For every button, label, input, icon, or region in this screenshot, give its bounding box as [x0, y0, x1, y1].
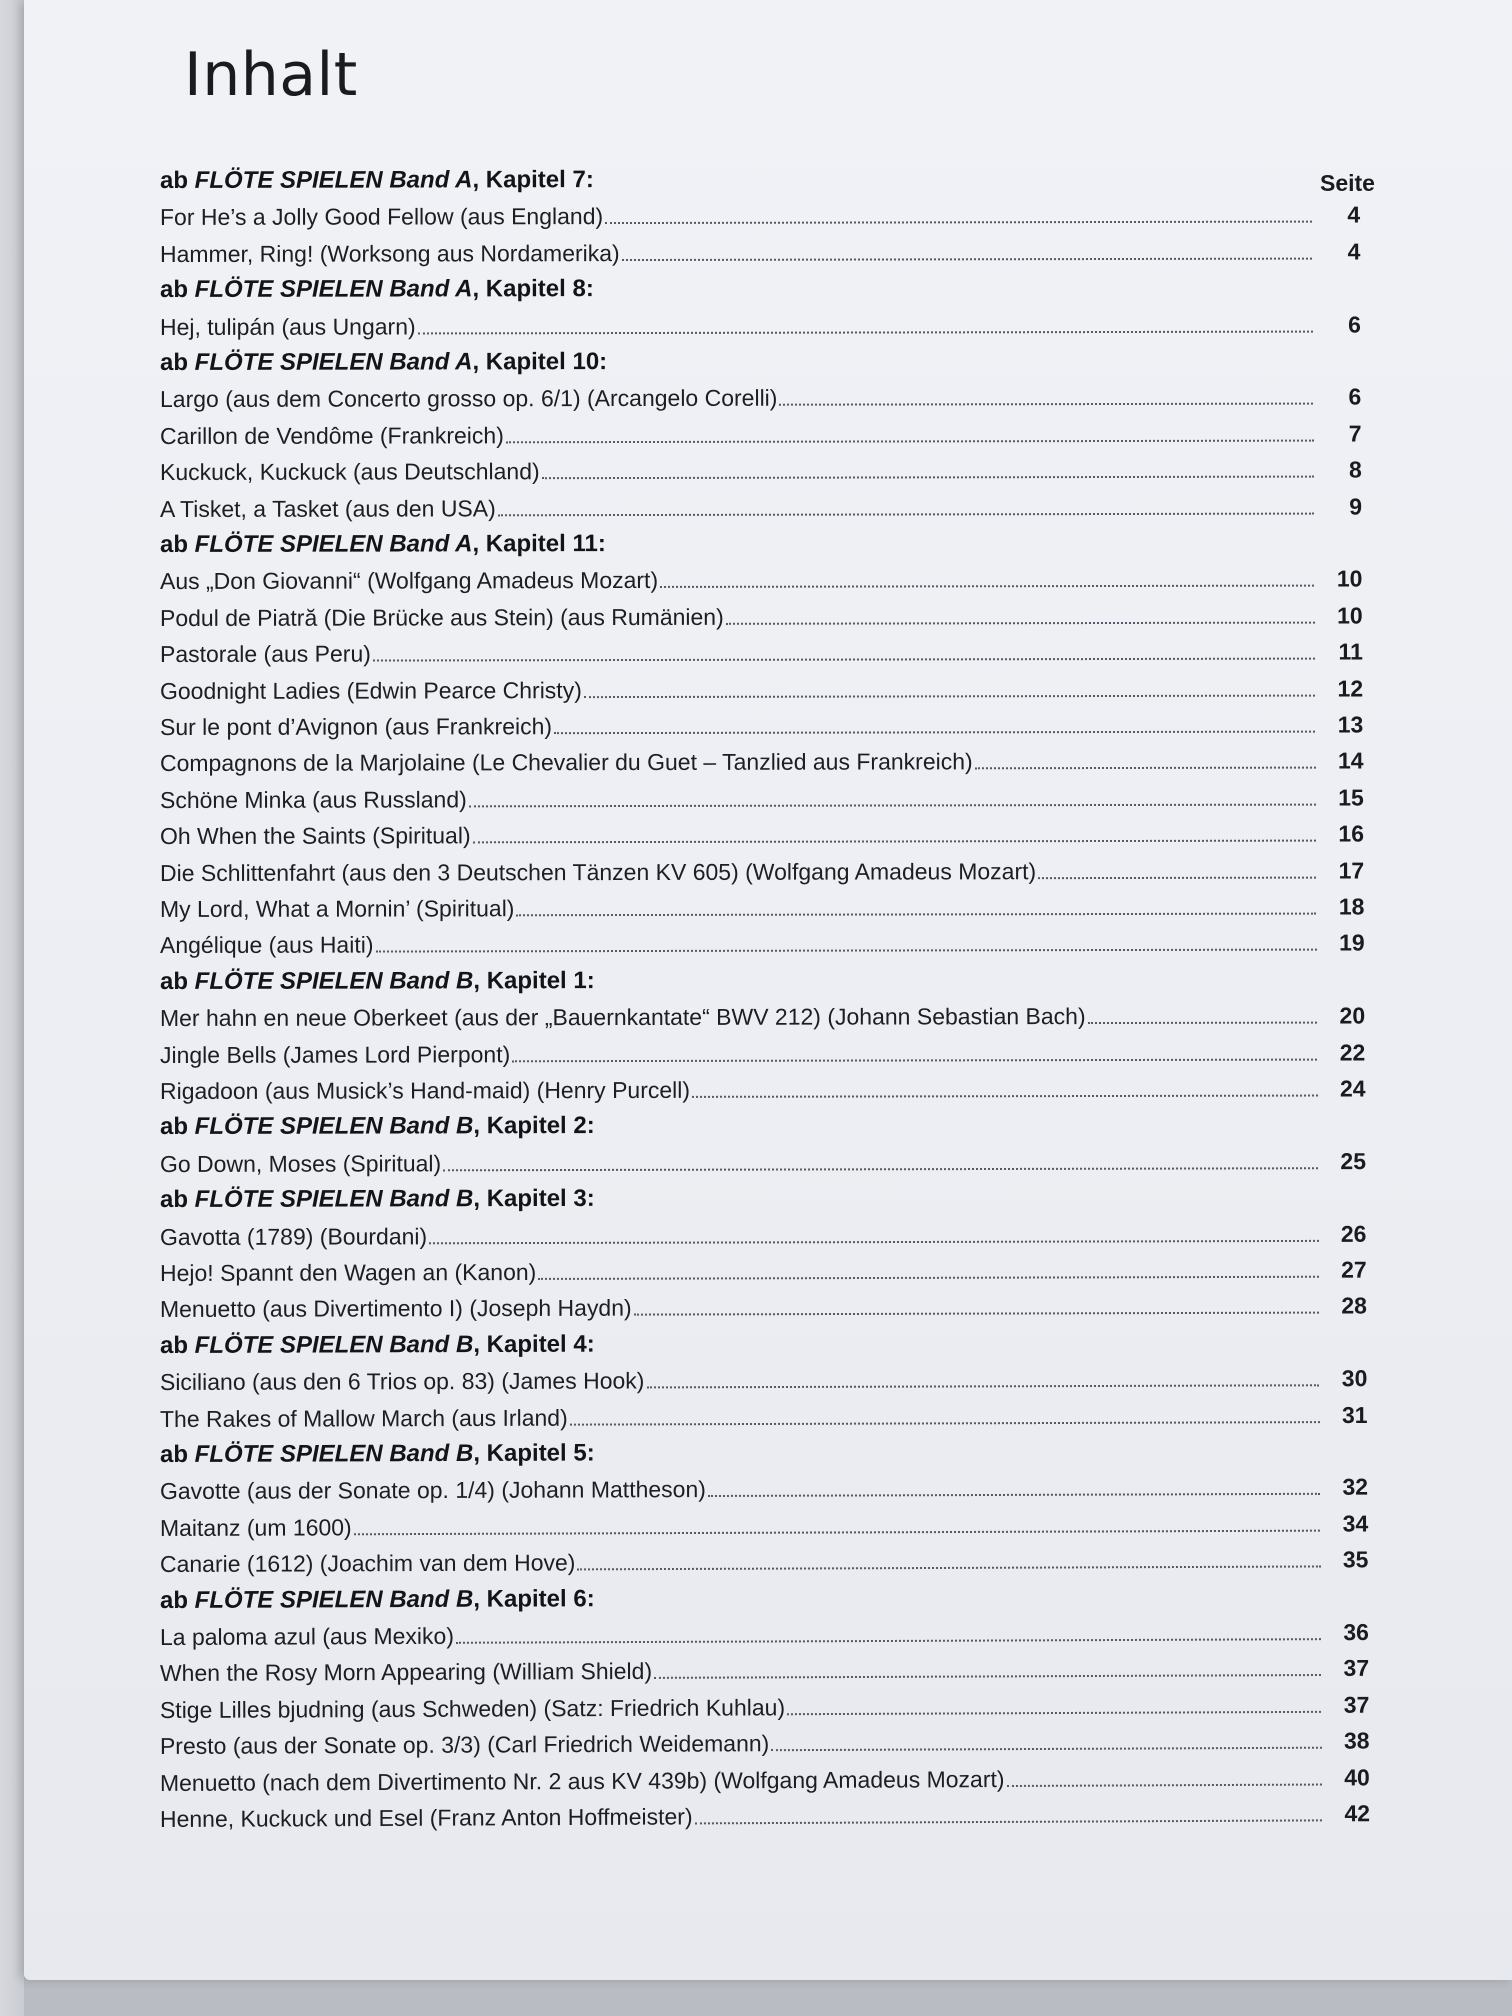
toc-entry	[160, 926, 1365, 961]
entry-title: Rigadoon (aus Musick’s Hand-maid) (Henry Purcell)	[159, 1076, 690, 1104]
section-heading-text	[160, 274, 594, 305]
section-prefix: ab	[159, 166, 195, 194]
section-chapter: , Kapitel 5:	[473, 1439, 595, 1467]
page-title: Inhalt	[184, 40, 358, 110]
dot-leader	[498, 512, 1314, 516]
toc-entry	[160, 999, 1365, 1034]
entry-page-number: 6	[1348, 383, 1362, 410]
dot-leader	[695, 1819, 1322, 1824]
section-chapter: , Kapitel 10:	[472, 348, 608, 376]
section-chapter: , Kapitel 8:	[472, 275, 594, 303]
section-prefix: ab	[159, 1331, 195, 1359]
entry-title: Hej, tulipán (aus Ungarn)	[159, 313, 416, 340]
section-book-title: FLÖTE SPIELEN Band A	[194, 166, 473, 194]
entry-page-number: 11	[1338, 638, 1363, 665]
entry-title: La paloma azul (aus Mexiko)	[159, 1622, 454, 1650]
entry-title: Podul de Piatră (Die Brücke aus Stein) (aus Rumänien)	[159, 603, 724, 631]
section-book-title: FLÖTE SPIELEN Band B	[194, 1185, 474, 1214]
entry-page-number: 14	[1337, 747, 1364, 774]
section-heading	[160, 1325, 1367, 1361]
section-book-title: FLÖTE SPIELEN Band B	[194, 967, 474, 995]
entry-page-number: 6	[1348, 311, 1361, 338]
entry-page-number: 32	[1342, 1474, 1368, 1501]
entry-page-number: 24	[1339, 1075, 1366, 1102]
toc-entry	[160, 1071, 1366, 1106]
entry-page-number: 4	[1347, 201, 1361, 228]
toc-entry	[160, 416, 1362, 451]
section-book-title: FLÖTE SPIELEN Band B	[194, 1330, 474, 1359]
entry-title: Henne, Kuckuck und Esel (Franz Anton Hoffmeister)	[159, 1803, 693, 1832]
contents-page	[24, 0, 1512, 1980]
entry-title: Aus „Don Giovanni“ (Wolfgang Amadeus Mozart)	[159, 567, 659, 595]
entry-title: Mer hahn en neue Oberkeet (aus der „Bauernkantate“ BWV 212) (Johann Sebastian Bach)	[159, 1003, 1086, 1032]
dot-leader	[622, 257, 1313, 260]
dot-leader	[605, 221, 1312, 224]
toc-entry	[160, 1760, 1370, 1798]
section-heading-text	[160, 1584, 595, 1616]
toc-entry	[160, 889, 1365, 924]
entry-page-number: 42	[1344, 1800, 1370, 1827]
toc-entry	[160, 1289, 1367, 1325]
toc-entry	[160, 1253, 1367, 1288]
dot-leader	[516, 913, 1316, 917]
dot-leader	[692, 1095, 1318, 1098]
toc-entry	[160, 744, 1364, 779]
entry-title: Carillon de Vendôme (Frankreich)	[159, 422, 504, 449]
section-prefix: ab	[159, 1113, 195, 1141]
entry-page-number: 36	[1343, 1618, 1369, 1646]
entry-title: Siciliano (aus den 6 Trios op. 83) (James Hook)	[159, 1367, 645, 1396]
entry-title: Hammer, Ring! (Worksong aus Nordamerika)	[159, 239, 620, 267]
entry-title: Stige Lilles bjudning (aus Schweden) (Satz: Friedrich Kuhlau)	[159, 1694, 786, 1723]
entry-page-number: 13	[1337, 711, 1364, 738]
entry-page-number: 26	[1340, 1220, 1367, 1247]
dot-leader	[373, 658, 1315, 662]
toc-entry	[160, 198, 1360, 233]
toc-entry	[160, 234, 1361, 269]
section-heading-text	[160, 1184, 595, 1215]
dot-leader	[512, 1058, 1317, 1062]
entry-title: Go Down, Moses (Spiritual)	[159, 1150, 442, 1177]
toc-entry	[160, 1506, 1368, 1543]
section-chapter: , Kapitel 3:	[473, 1185, 595, 1213]
entry-title: Angélique (aus Haiti)	[159, 931, 374, 959]
section-heading	[160, 1108, 1366, 1143]
section-heading	[160, 525, 1362, 560]
entry-title: Gavotta (1789) (Bourdani)	[159, 1222, 428, 1250]
section-book-title: FLÖTE SPIELEN Band A	[194, 275, 473, 304]
entry-title: Canarie (1612) (Joachim van dem Hove)	[159, 1549, 576, 1578]
dot-leader	[708, 1493, 1320, 1497]
section-heading	[160, 1434, 1368, 1470]
dot-leader	[975, 767, 1316, 770]
entry-title: A Tisket, a Tasket (aus den USA)	[159, 494, 496, 522]
dot-leader	[779, 403, 1313, 406]
section-prefix: ab	[159, 1186, 195, 1214]
section-heading-text	[160, 347, 607, 378]
dot-leader	[554, 731, 1315, 735]
toc-entry	[160, 1724, 1370, 1762]
dot-leader	[634, 1312, 1319, 1316]
toc-entry	[160, 307, 1361, 342]
dot-leader	[375, 949, 1316, 953]
entry-title: Menuetto (aus Divertimento I) (Joseph Haydn)	[159, 1295, 632, 1323]
entry-title: My Lord, What a Mornin’ (Spiritual)	[159, 895, 515, 922]
section-heading	[160, 962, 1365, 997]
entry-page-number: 31	[1341, 1401, 1368, 1428]
dot-leader	[354, 1529, 1321, 1535]
entry-title: The Rakes of Mallow March (aus Irland)	[159, 1404, 568, 1432]
dot-leader	[771, 1747, 1321, 1752]
toc-entry	[160, 853, 1364, 888]
toc-entry	[160, 635, 1363, 670]
section-heading	[160, 1180, 1366, 1215]
dot-leader	[473, 840, 1316, 844]
toc-entry	[160, 707, 1363, 742]
section-prefix: ab	[159, 1440, 195, 1468]
entry-page-number: 37	[1343, 1691, 1370, 1718]
dot-leader	[726, 621, 1315, 624]
toc-entry	[160, 562, 1363, 597]
section-chapter: , Kapitel 6:	[473, 1584, 595, 1613]
dot-leader	[506, 439, 1314, 443]
entry-title: Gavotte (aus der Sonate op. 1/4) (Johann Mattheson)	[159, 1476, 706, 1505]
entry-page-number: 10	[1336, 565, 1363, 592]
toc-entry	[160, 1687, 1370, 1724]
entry-page-number: 17	[1338, 857, 1365, 884]
page-column-header: Seite	[1320, 170, 1375, 196]
section-heading	[160, 343, 1361, 378]
entry-page-number: 25	[1340, 1147, 1366, 1174]
dot-leader	[660, 585, 1314, 588]
entry-page-number: 20	[1339, 1002, 1366, 1029]
toc-entry	[160, 380, 1361, 415]
dot-leader	[654, 1674, 1321, 1679]
section-chapter: , Kapitel 4:	[473, 1330, 595, 1358]
dot-leader	[646, 1384, 1319, 1388]
toc-entry	[160, 1216, 1367, 1251]
entry-title: Compagnons de la Marjolaine (Le Chevalier du Guet – Tanzlied aus Frankreich)	[159, 748, 973, 777]
toc-entry	[160, 1615, 1369, 1652]
toc-entry	[160, 1796, 1370, 1834]
section-heading	[160, 1579, 1369, 1616]
entry-page-number: 38	[1343, 1727, 1370, 1754]
entry-title: When the Rosy Morn Appearing (William Shield)	[159, 1658, 653, 1687]
dot-leader	[577, 1566, 1320, 1571]
entry-page-number: 34	[1342, 1510, 1369, 1537]
dot-leader	[443, 1167, 1318, 1171]
entry-page-number: 19	[1339, 929, 1365, 956]
page-spine-edge	[0, 0, 24, 2016]
entry-title: Hejo! Spannt den Wagen an (Kanon)	[159, 1258, 537, 1286]
toc-entry	[160, 780, 1364, 815]
dot-leader	[570, 1421, 1320, 1426]
section-book-title: FLÖTE SPIELEN Band B	[194, 1112, 474, 1141]
entry-page-number: 10	[1337, 602, 1363, 629]
dot-leader	[584, 694, 1315, 698]
dot-leader	[787, 1711, 1321, 1715]
entry-page-number: 7	[1348, 420, 1362, 447]
dot-leader	[1038, 876, 1316, 879]
entry-title: Menuetto (nach dem Divertimento Nr. 2 aus KV 439b) (Wolfgang Amadeus Mozart)	[159, 1765, 1005, 1796]
toc-entry	[160, 1470, 1368, 1506]
dot-leader	[456, 1638, 1321, 1644]
section-chapter: , Kapitel 2:	[473, 1112, 595, 1140]
entry-page-number: 8	[1348, 456, 1362, 483]
section-chapter: , Kapitel 11:	[472, 530, 606, 558]
entry-title: Oh When the Saints (Spiritual)	[159, 822, 471, 850]
dot-leader	[1088, 1022, 1318, 1024]
entry-page-number: 15	[1338, 784, 1364, 811]
toc-entry	[160, 671, 1363, 706]
section-prefix: ab	[159, 348, 195, 376]
section-chapter: , Kapitel 7:	[472, 166, 594, 194]
dot-leader	[542, 476, 1314, 480]
entry-page-number: 35	[1342, 1546, 1369, 1573]
section-heading-text	[160, 165, 594, 196]
toc-entry	[160, 598, 1363, 633]
toc-entry	[160, 489, 1362, 524]
dot-leader	[538, 1276, 1318, 1280]
entry-title: Jingle Bells (James Lord Pierpont)	[159, 1040, 511, 1068]
entry-title: For He’s a Jolly Good Fellow (aus England)	[159, 203, 604, 231]
entry-title: Schöne Minka (aus Russland)	[159, 786, 467, 813]
entry-page-number: 30	[1341, 1365, 1368, 1392]
table-of-contents	[24, 0, 1512, 1980]
entry-page-number: 37	[1343, 1655, 1370, 1682]
toc-entry	[160, 817, 1364, 852]
section-book-title: FLÖTE SPIELEN Band B	[194, 1439, 474, 1468]
section-heading-text	[160, 1329, 595, 1360]
entry-page-number: 27	[1340, 1256, 1367, 1283]
entry-page-number: 12	[1337, 675, 1364, 702]
section-prefix: ab	[159, 967, 195, 995]
entry-title: Maitanz (um 1600)	[159, 1514, 352, 1541]
section-heading	[160, 161, 1360, 196]
entry-page-number: 16	[1338, 820, 1364, 847]
toc-entry	[160, 1398, 1368, 1434]
toc-entry	[160, 1035, 1365, 1070]
entry-page-number: 40	[1344, 1763, 1370, 1791]
toc-entry	[160, 1144, 1366, 1179]
entry-title: Sur le pont d’Avignon (aus Frankreich)	[159, 713, 553, 740]
section-heading-text	[160, 1111, 595, 1142]
section-book-title: FLÖTE SPIELEN Band A	[194, 348, 473, 376]
section-heading-text	[160, 1438, 595, 1470]
section-heading-text	[160, 529, 606, 560]
entry-page-number: 28	[1341, 1292, 1367, 1319]
section-prefix: ab	[159, 276, 195, 304]
dot-leader	[1006, 1783, 1321, 1786]
toc-entry	[160, 453, 1362, 488]
entry-title: Goodnight Ladies (Edwin Pearce Christy)	[159, 676, 582, 704]
entry-title: Die Schlittenfahrt (aus den 3 Deutschen Tänzen KV 605) (Wolfgang Amadeus Mozart)	[159, 857, 1037, 886]
entry-title: Pastorale (aus Peru)	[159, 640, 371, 668]
entry-page-number: 4	[1347, 238, 1361, 265]
section-book-title: FLÖTE SPIELEN Band A	[194, 530, 473, 558]
entry-page-number: 22	[1339, 1039, 1366, 1066]
dot-leader	[429, 1239, 1318, 1243]
entry-title: Presto (aus der Sonate op. 3/3) (Carl Friedrich Weidemann)	[159, 1730, 770, 1760]
section-heading	[160, 271, 1361, 306]
dot-leader	[469, 803, 1316, 807]
section-prefix: ab	[159, 1586, 195, 1614]
entry-title: Largo (aus dem Concerto grosso op. 6/1) (Arcangelo Corelli)	[159, 385, 778, 413]
toc-entry	[160, 1651, 1369, 1688]
toc-entry	[160, 1361, 1368, 1397]
section-heading-text	[160, 966, 595, 997]
section-book-title: FLÖTE SPIELEN Band B	[194, 1585, 474, 1614]
section-chapter: , Kapitel 1:	[473, 966, 595, 995]
entry-title: Kuckuck, Kuckuck (aus Deutschland)	[159, 458, 540, 486]
entry-page-number: 18	[1338, 893, 1365, 920]
section-prefix: ab	[159, 530, 195, 558]
entry-page-number: 9	[1349, 493, 1362, 520]
toc-entry	[160, 1542, 1369, 1579]
dot-leader	[418, 330, 1313, 334]
